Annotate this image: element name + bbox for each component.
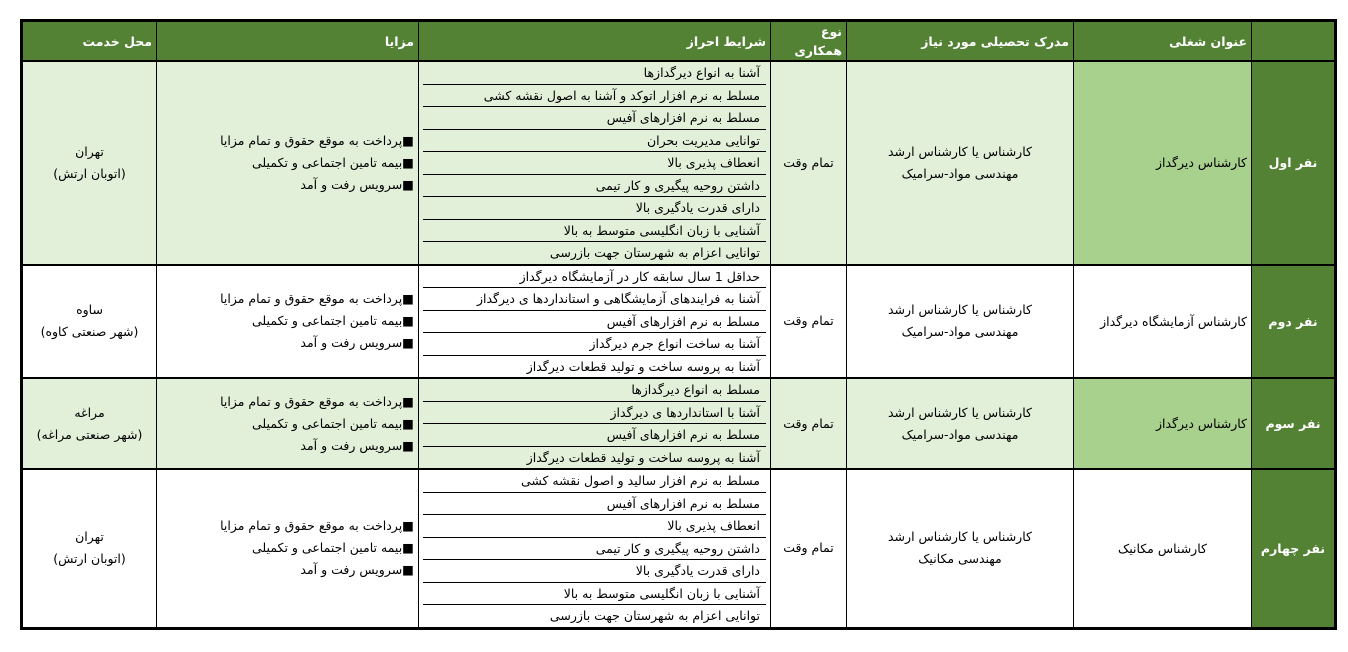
degree-line1: کارشناس یا کارشناس ارشد [888,143,1032,159]
requirement-item: آشنا به فرایندهای آزمایشگاهی و استانداردها ی دیرگداز [423,288,766,311]
employment-type: تمام وقت [771,265,847,379]
row-label: نفر دوم [1252,265,1336,379]
degree-cell [847,378,1074,469]
requirement-item: مسلط به نرم افزارهای آفیس [423,107,766,130]
employment-type: تمام وقت [771,378,847,469]
job-row-4 [22,469,1336,628]
benefit-item: ■بیمه تامین اجتماعی و تکمیلی [251,415,414,431]
degree-line2: مهندسی مواد-سرامیک [901,165,1019,181]
header-rowlabel [1252,21,1336,62]
benefit-item: ■سرویس رفت و آمد [300,335,414,351]
requirement-item: مسلط به انواع دیرگدازها [423,379,766,402]
benefit-item: ■بیمه تامین اجتماعی و تکمیلی [251,540,414,556]
location-detail: (شهر صنعتی مراغه) [36,426,143,442]
location-cell [22,265,157,379]
location-cell [22,469,157,628]
requirement-item: آشنا به پروسه ساخت و تولید قطعات دیرگداز [526,449,760,465]
benefits-cell [157,469,419,628]
header-row [22,21,1336,62]
benefit-item: ■پرداخت به موقع حقوق و تمام مزایا [220,393,414,409]
requirement-item: داشتن روحیه پیگیری و کار تیمی [423,175,766,198]
row-label: نفر سوم [1252,378,1336,469]
requirement-item: توانایی اعزام به شهرستان جهت بازرسی [549,245,760,260]
requirement-item: انعطاف پذیری بالا [423,515,766,538]
requirement-item: مسلط به نرم افزار اتوکد و آشنا به اصول نقشه کشی [423,85,766,108]
benefit-item: ■پرداخت به موقع حقوق و تمام مزایا [220,132,414,148]
requirement-item: توانایی اعزام به شهرستان جهت بازرسی [549,608,760,623]
job-row-2 [22,265,1336,379]
requirement-item: انعطاف پذیری بالا [423,152,766,175]
requirements-cell [419,469,771,628]
requirement-item: دارای قدرت یادگیری بالا [423,197,766,220]
header-degree: مدرک تحصیلی مورد نیاز [847,21,1074,62]
requirements-cell [419,378,771,469]
job-title: کارشناس دیرگداز [1074,61,1252,265]
employment-type: تمام وقت [771,469,847,628]
requirement-item: مسلط به نرم افزارهای آفیس [423,493,766,516]
degree-line2: مهندسی مواد-سرامیک [901,324,1019,340]
job-title: کارشناس آزمایشگاه دیرگداز [1074,265,1252,379]
degree-line1: کارشناس یا کارشناس ارشد [888,404,1032,420]
header-location: محل خدمت [22,21,157,62]
degree-cell [847,61,1074,265]
degree-line1: کارشناس یا کارشناس ارشد [888,529,1032,545]
requirement-item: دارای قدرت یادگیری بالا [423,560,766,583]
requirement-item: مسلط به نرم افزارهای آفیس [423,311,766,334]
requirement-item: مسلط به نرم افزار سالید و اصول نقشه کشی [423,470,766,493]
header-benefits: مزایا [157,21,419,62]
location-detail: (اتوبان ارتش) [53,551,126,567]
job-listings-table [20,19,1337,630]
requirements-cell [419,61,771,265]
requirement-item: داشتن روحیه پیگیری و کار تیمی [423,538,766,561]
benefit-item: ■سرویس رفت و آمد [300,176,414,192]
employment-type: تمام وقت [771,61,847,265]
benefit-item: ■پرداخت به موقع حقوق و تمام مزایا [220,518,414,534]
location-city: تهران [75,529,104,545]
header-type: نوع همکاری [771,21,847,62]
degree-cell [847,265,1074,379]
location-city: ساوه [76,302,103,318]
job-listings-container [20,19,1334,630]
benefit-item: ■بیمه تامین اجتماعی و تکمیلی [251,313,414,329]
requirement-item: آشنایی با زبان انگلیسی متوسط به بالا [423,583,766,606]
requirement-item: آشنایی با زبان انگلیسی متوسط به بالا [423,220,766,243]
benefit-item: ■سرویس رفت و آمد [300,437,414,453]
header-title: عنوان شغلی [1074,21,1252,62]
requirement-item: آشنا به ساخت انواع جرم دیرگداز [423,333,766,356]
benefits-cell [157,265,419,379]
header-requirements: شرایط احراز [419,21,771,62]
requirement-item: توانایی مدیریت بحران [423,130,766,153]
location-city: تهران [75,143,104,159]
location-cell [22,378,157,469]
location-cell [22,61,157,265]
requirements-cell [419,265,771,379]
location-city: مراغه [74,404,105,420]
benefits-cell [157,378,419,469]
benefit-item: ■بیمه تامین اجتماعی و تکمیلی [251,154,414,170]
job-row-3 [22,378,1336,469]
benefit-item: ■پرداخت به موقع حقوق و تمام مزایا [220,291,414,307]
degree-cell [847,469,1074,628]
location-detail: (اتوبان ارتش) [53,165,126,181]
degree-line2: مهندسی مکانیک [918,551,1002,567]
job-title: کارشناس دیرگداز [1074,378,1252,469]
requirement-item: آشنا به پروسه ساخت و تولید قطعات دیرگداز [526,358,760,374]
job-row-1 [22,61,1336,265]
requirement-item: آشنا به انواع دیرگدازها [423,62,766,85]
benefits-cell [157,61,419,265]
location-detail: (شهر صنعتی کاوه) [40,324,139,340]
degree-line1: کارشناس یا کارشناس ارشد [888,302,1032,318]
degree-line2: مهندسی مواد-سرامیک [901,426,1019,442]
row-label: نفر چهارم [1252,469,1336,628]
requirement-item: حداقل 1 سال سابقه کار در آزمایشگاه دیرگداز [423,266,766,289]
job-title: کارشناس مکانیک [1074,469,1252,628]
requirement-item: آشنا با استانداردها ی دیرگداز [423,402,766,425]
requirement-item: مسلط به نرم افزارهای آفیس [423,424,766,447]
benefit-item: ■سرویس رفت و آمد [300,562,414,578]
row-label: نفر اول [1252,61,1336,265]
